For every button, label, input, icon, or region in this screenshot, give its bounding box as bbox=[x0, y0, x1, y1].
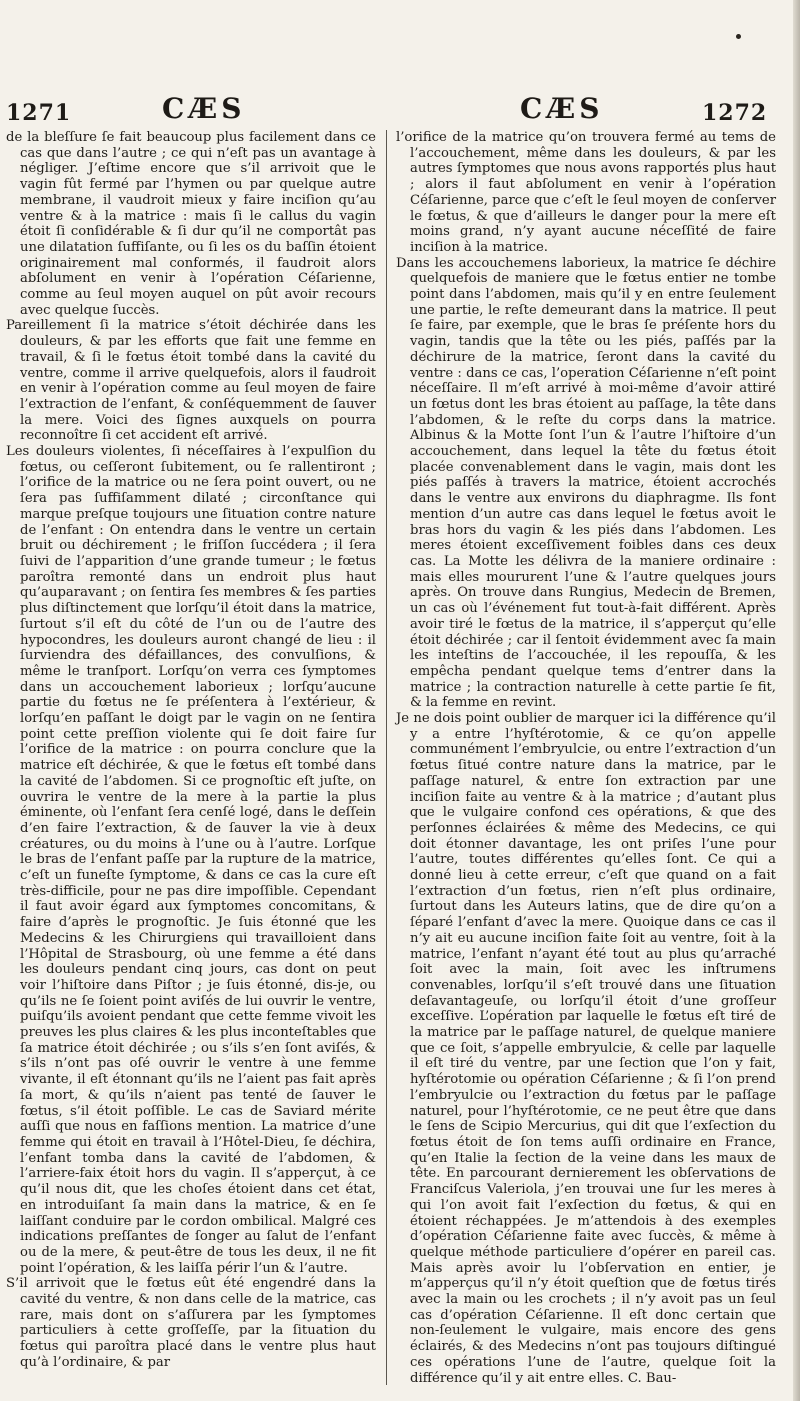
right-running-title: CÆS bbox=[520, 92, 604, 125]
paragraph: S’il arrivoit que le fœtus eût été engendré dans la cavité du ventre, & non dans celle de la matrice, cas rare, mais dont on s’aſſurera par les ſymptomes particuliers à cette groſſeſſe, par la ſituation du fœtus qui paroîtra placé dans le ventre plus haut qu’à l’ordinaire, & par bbox=[6, 1276, 376, 1370]
page-edge bbox=[793, 0, 800, 1401]
left-page-number: 1271 bbox=[6, 100, 72, 126]
paragraph: Pareillement ſi la matrice s’étoit déchirée dans les douleurs, & par les efforts que fait une femme en travail, & ſi le fœtus étoit tombé dans la cavité du ventre, comme il arrive quelquefois, alors il faudroit en venir à l’opération comme au ſeul moyen de faire l’extraction de l’enfant, & conſéquemment de ſauver la mere. Voici des ſignes auxquels on pourra reconnoître ſi cet accident eſt arrivé. bbox=[6, 318, 376, 444]
right-page-number: 1272 bbox=[702, 100, 768, 126]
left-text-column bbox=[6, 130, 376, 1371]
right-text-column bbox=[396, 130, 776, 1386]
paragraph: l’orifice de la matrice qu’on trouvera fermé au tems de l’accouchement, même dans les douleurs, & par les autres ſymptomes que nous avons rapportés plus haut ; alors il faut abſolument en venir à l’opération Céſarienne, parce que c’eſt le ſeul moyen de conſerver le fœtus, & que d’ailleurs le danger pour la mere eſt moins grand, n’y ayant aucune néceſſité de faire inciſion à la matrice. bbox=[396, 130, 776, 255]
ink-speck bbox=[736, 34, 741, 39]
paragraph: Dans les accouchemens laborieux, la matrice ſe déchire quelquefois de maniere que le fœtus entier ne tombe point dans l’abdomen, mais qu’il y en entre ſeulement une partie, le reſte demeurant dans la matrice. Il peut ſe faire, par exemple, que le bras ſe préſente hors du vagin, tandis que la tête ou les piés, paſſés par la déchirure de la matrice, ſeront dans la cavité du ventre : dans ce cas, l’operation Céſarienne n’eſt point néceſſaire. Il m’eſt arrivé à moi-même d’avoir attiré un fœtus dont les bras étoient au paſſage, la tête dans l’abdomen, & le reſte du corps dans la matrice. Albinus & la Motte ſont l’un & l’autre l’hiſtoire d’un accouchement, dans lequel la tête du fœtus étoit placée convenablement dans le vagin, mais dont les piés paſſés à travers la matrice, étoient accrochés dans le ventre aux environs du diaphragme. Ils font mention d’un autre cas dans lequel le fœtus avoit le bras hors du vagin & les piés dans l’abdomen. Les meres étoient exceſſivement foibles dans ces deux cas. La Motte les délivra de la maniere ordinaire : mais elles moururent l’une & l’autre quelques jours après. On trouve dans Rungius, Medecin de Bremen, un cas où l’événement fut tout-à-fait différent. Après avoir tiré le fœtus de la matrice, il s’apperçut qu’elle étoit déchirée ; car il ſentoit évidemment avec ſa main les inteſtins de l’accouchée, il les repouſſa, & les empêcha pendant quelque tems d’entrer dans la matrice ; la contraction naturelle à cette partie ſe fit, & la femme en revint. bbox=[396, 255, 776, 711]
column-divider bbox=[386, 130, 387, 1385]
paragraph: Les douleurs violentes, ſi néceſſaires à l’expulſion du fœtus, ou ceſſeront ſubitement, ou ſe rallentiront ; l’orifice de la matrice ou ne ſera point ouvert, ou ne ſera pas ſuffiſamment dilaté ; circonſtance qui marque preſque toujours une ſituation contre nature de l’enfant : On entendra dans le ventre un certain bruit ou déchirement ; le friſſon ſuccédera ; il ſera ſuivi de l’apparition d’une grande tumeur ; le fœtus paroîtra remonté dans un endroit plus haut qu’auparavant ; on ſentira ſes membres & ſes parties plus diſtinctement que lorſqu’il étoit dans la matrice, ſurtout s’il eſt du côté de l’un ou de l’autre des hypocondres, les douleurs auront changé de lieu : il ſurviendra des défaillances, des convulſions, & même le tranſport. Lorſqu’on verra ces ſymptomes dans un accouchement laborieux ; lorſqu’aucune partie du fœtus ne ſe préſentera à l’extérieur, & lorſqu’en paſſant le doigt par le vagin on ne ſentira point cette preſſion violente qui ſe doit faire ſur l’orifice de la matrice : on pourra conclure que la matrice eſt déchirée, & que le fœtus eſt tombé dans la cavité de l’abdomen. Si ce prognoſtic eſt juſte, on ouvrira le ventre de la mere à la partie la plus éminente, où l’enfant ſera cenſé logé, dans le deſſein d’en faire l’extraction, & de ſauver la vie à deux créatures, ou du moins à l’une ou à l’autre. Lorſque le bras de l’enfant paſſe par la rupture de la matrice, c’eſt un funeſte ſymptome, & dans ce cas la cure eſt très-difficile, pour ne pas dire impoſſible. Cependant il faut avoir égard aux ſymptomes concomitans, & faire d’après le prognoſtic. Je ſuis étonné que les Medecins & les Chirurgiens qui travailloient dans l’Hôpital de Strasbourg, où une femme a été dans les douleurs pendant cinq jours, cas dont on peut voir l’hiſtoire dans Piſtor ; je ſuis étonné, dis-je, ou qu’ils ne ſe ſoient point aviſés de lui ouvrir le ventre, puiſqu’ils avoient pendant que cette femme vivoit les preuves les plus claires & les plus inconteſtables que ſa matrice étoit déchirée ; ou s’ils s’en ſont aviſés, & s’ils n’ont pas oſé ouvrir le ventre à une femme vivante, il eſt étonnant qu’ils ne l’aient pas fait après ſa mort, & qu’ils n’aient pas tenté de ſauver le fœtus, s’il étoit poſſible. Le cas de Saviard mérite auſſi que nous en faſſions mention. La matrice d’une femme qui étoit en travail à l’Hôtel-Dieu, ſe déchira, l’enfant tomba dans la cavité de l’abdomen, & l’arriere-faix étoit hors du vagin. Il s’apperçut, à ce qu’il nous dit, que les choſes étoient dans cet état, en introduiſant ſa main dans la matrice, & en ſe laiſſant conduire par le cordon ombilical. Malgré ces indications preſſantes de ſonger au ſalut de l’enfant ou de la mere, & peut-être de tous les deux, il ne fit point l’opération, & les laiſſa périr l’un & l’autre. bbox=[6, 444, 376, 1276]
paragraph: de la bleſſure ſe fait beaucoup plus facilement dans ce cas que dans l’autre ; ce qui n’eſt pas un avantage à négliger. J’eſtime encore que s’il arrivoit que le vagin fût fermé par l’hymen ou par quelque autre membrane, il vaudroit mieux y faire inciſion qu’au ventre & à la matrice : mais ſi le callus du vagin étoit ſi conſidérable & ſi dur qu’il ne comportât pas une dilatation ſuffiſante, ou ſi les os du baſſin étoient originairement mal conformés, il faudroit alors abſolument en venir à l’opération Céſarienne, comme au ſeul moyen auquel on pût avoir recours avec quelque ſuccès. bbox=[6, 130, 376, 318]
paragraph: Je ne dois point oublier de marquer ici la différence qu’il y a entre l’hyſtérotomie, & ce qu’on appelle communément l’embryulcie, ou entre l’extraction d’un fœtus ſitué contre nature dans la matrice, par le paſſage naturel, & entre ſon extraction par une inciſion faite au ventre & à la matrice ; d’autant plus que le vulgaire confond ces opérations, & que des perſonnes éclairées & même des Medecins, ce qui doit étonner davantage, les ont priſes l’une pour l’autre, toutes différentes qu’elles ſont. Ce qui a donné lieu à cette erreur, c’eſt que quand on a fait l’extraction d’un fœtus, rien n’eſt plus ordinaire, ſurtout dans les Auteurs latins, que de dire qu’on a ſéparé l’enfant d’avec la mere. Quoique dans ce cas il n’y ait eu aucune inciſion faite ſoit au ventre, ſoit à la matrice, l’enfant n’ayant été tout au plus qu’arraché ſoit avec la main, ſoit avec les inſtrumens convenables, lorſqu’il s’eſt trouvé dans une ſituation deſavantageuſe, ou lorſqu’il étoit d’une groſſeur exceſſive. L’opération par laquelle le fœtus eſt tiré de la matrice par le paſſage naturel, de quelque maniere que ce ſoit, s’appelle embryulcie, & celle par laquelle il eſt tiré du ventre, par une ſection que l’on y fait, hyſtérotomie ou opération Céſarienne ; & ſi l’on prend l’embryulcie ou l’extraction du fœtus par le paſſage naturel, pour l’hyſtérotomie, ce ne peut être que dans le ſens de Scipio Mercurius, qui dit que l’exſection du fœtus étoit de ſon tems auſſi ordinaire en France, qu’en Italie la ſection de la veine dans les maux de tête. En parcourant dernierement les obſervations de Franciſcus Valeriola, j’en trouvai une ſur les meres à qui l’on avoit fait l’exſection du fœtus, & qui en étoient réchappées. Je m’attendois à des exemples d’opération Céſarienne faite avec ſuccès, & même à quelque méthode particuliere d’opérer en pareil cas. Mais après avoir lu l’obſervation en entier, je m’apperçus qu’il n’y étoit queſtion que de fœtus tirés avec la main ou les crochets ; il n’y avoit pas un ſeul cas d’opération Céſarienne. Il eſt donc certain que non-ſeulement le vulgaire, mais encore des gens éclairés, & des Medecins n’ont pas toujours diſtingué ces opérations l’une de l’autre, quelque ſoit la différence qu’il y ait entre elles. C. Bau- bbox=[396, 711, 776, 1386]
left-running-title: CÆS bbox=[162, 92, 246, 125]
